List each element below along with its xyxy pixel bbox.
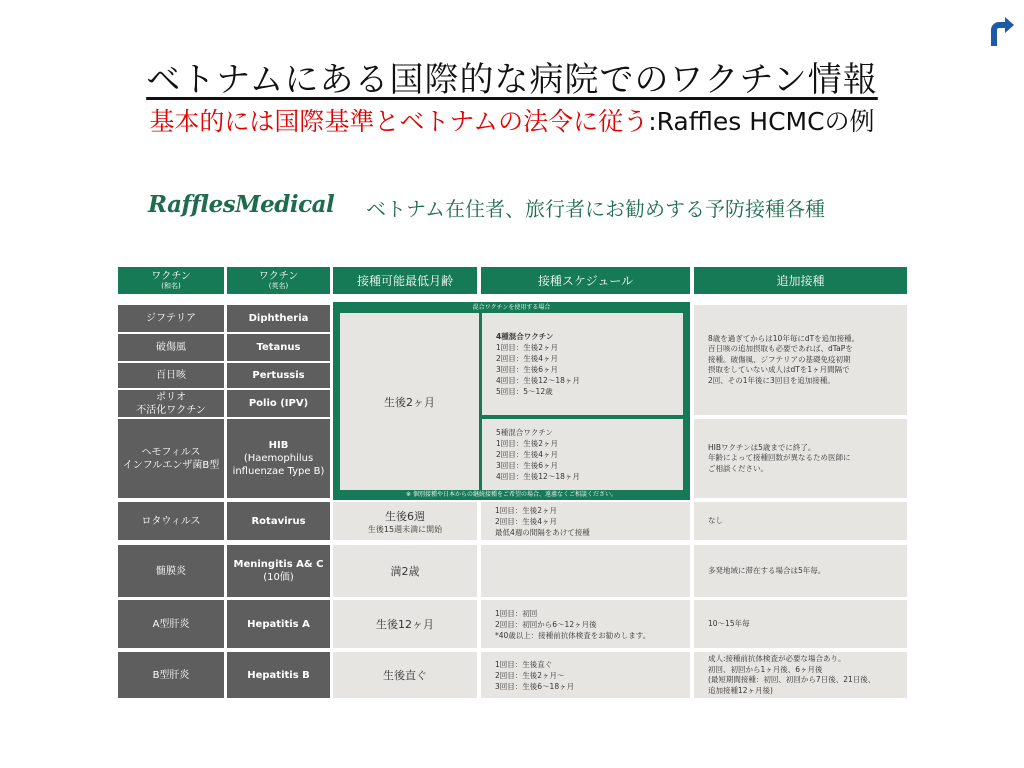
- row-hepb-jp: [118, 652, 224, 698]
- header-schedule-label: 接種スケジュール: [537, 274, 634, 288]
- combo5-schedule: [482, 419, 683, 490]
- hepa-schedule: [481, 600, 690, 648]
- rota-booster-label: なし: [708, 515, 723, 525]
- slide-title: ベトナムにある国際的な病院でのワクチン情報: [146, 60, 878, 100]
- hepb-schedule: [481, 652, 690, 698]
- hepb-min-age: [333, 652, 477, 698]
- rota-line: 最低4週の間隔をあけて接種: [495, 527, 590, 537]
- combo5-line: 1回目：生後2ヶ月: [496, 439, 559, 448]
- rotavirus-jp-label: ロタウィルス: [141, 515, 201, 527]
- hib-en-label-2: (Haemophilus: [243, 453, 314, 464]
- combo5-line: 4回目：生後12〜18ヶ月: [496, 472, 580, 481]
- subtitle-red: 基本的には国際基準とベトナムの法令に従う: [149, 107, 649, 136]
- booster-dtp-line: 2回、その1年後に3回目を追加接種。: [708, 375, 835, 385]
- row-hib-en: [227, 419, 330, 498]
- hepa-line: 1回目：初回: [495, 608, 538, 618]
- mening-booster-label: 多発地域に滞在する場合は5年毎。: [708, 565, 826, 575]
- header-booster-label: 追加接種: [776, 274, 825, 288]
- combo4-line: 5回目：5〜12歳: [496, 387, 553, 396]
- hepb-jp-label: B型肝炎: [152, 669, 190, 681]
- rota-age-label: 生後6週: [385, 509, 425, 523]
- subtitle-black: :Raffles HCMCの例: [648, 107, 875, 136]
- hepa-age-label: 生後12ヶ月: [376, 618, 434, 631]
- booster-hib-line: HIBワクチンは5歳までに終了。: [708, 442, 816, 452]
- header-en-name: [227, 267, 330, 294]
- booster-hib: [694, 419, 907, 498]
- combo-caption: 混合ワクチンを使用する場合: [472, 304, 551, 311]
- hepb-booster-line: 初回、初回から1ヶ月後、6ヶ月後: [708, 664, 823, 674]
- row-meningitis-jp: [118, 545, 224, 597]
- combo-age-label: 生後2ヶ月: [384, 395, 435, 409]
- hepa-jp-label: A型肝炎: [152, 618, 190, 630]
- brand-caption: ベトナム在住者、旅行者にお勧めする予防接種各種: [366, 197, 825, 221]
- hepb-booster: [694, 652, 907, 698]
- meningitis-en-label-1: Meningitis A& C: [233, 559, 324, 570]
- combo5-line: 3回目：生後6ヶ月: [496, 461, 559, 470]
- hib-jp-label-2: インフルエンザ菌B型: [122, 459, 220, 471]
- mening-age-label: 満2歳: [390, 565, 420, 578]
- tetanus-en-label: Tetanus: [256, 342, 301, 353]
- rota-booster: [694, 502, 907, 540]
- hib-en-label-3: influenzae Type B): [232, 466, 325, 477]
- meningitis-en-label-2: (10価): [263, 572, 294, 583]
- hepb-booster-line: (最短期間接種：初回、初回から7日後、21日後、: [708, 675, 876, 684]
- combo4-line: 2回目：生後4ヶ月: [496, 354, 559, 363]
- hepa-booster: [694, 600, 907, 648]
- combo5-line: 2回目：生後4ヶ月: [496, 450, 559, 459]
- slide-subtitle: [0, 102, 1024, 138]
- header-jp-name-main: ワクチン: [151, 270, 191, 282]
- hepb-line: 3回目：生後6〜18ヶ月: [495, 681, 575, 691]
- rota-line: 1回目：生後2ヶ月: [495, 505, 558, 515]
- hib-jp-label-1: ヘモフィルス: [141, 446, 201, 458]
- tetanus-jp-label: 破傷風: [156, 342, 186, 353]
- booster-dtp-line: 摂取をしていない成人はdTを1ヶ月間隔で: [708, 365, 850, 375]
- header-jp-name: [118, 267, 224, 294]
- row-polio-en: [227, 390, 330, 417]
- mening-schedule: [481, 545, 690, 597]
- hepb-booster-line: 成人:接種前抗体検査が必要な場合あり。: [708, 654, 846, 663]
- header-booster: [694, 267, 907, 294]
- booster-dtp: [694, 305, 907, 415]
- hib-en-label-1: HIB: [268, 440, 289, 451]
- row-tetanus-en: [227, 334, 330, 361]
- diphtheria-jp-label: ジフテリア: [146, 313, 196, 324]
- hepb-line: 1回目：生後直ぐ: [495, 659, 553, 669]
- booster-hib-line: ご相談ください。: [708, 463, 768, 473]
- rota-min-age: [333, 502, 477, 540]
- row-rotavirus-jp: [118, 502, 224, 540]
- booster-dtp-line: 8歳を過ぎてからは10年毎にdTを追加接種。: [708, 333, 860, 343]
- row-diphtheria-en: [227, 305, 330, 332]
- hepa-line: *40歳以上：接種前抗体検査をお勧めします。: [495, 630, 651, 640]
- hepa-min-age: [333, 600, 477, 648]
- header-en-name-sub: (英名): [268, 281, 289, 290]
- combo4-line: 4回目：生後12〜18ヶ月: [496, 376, 580, 385]
- rota-age-note: 生後15週未満に開始: [367, 524, 443, 534]
- row-polio-jp: [118, 390, 224, 417]
- rotavirus-en-label: Rotavirus: [251, 515, 306, 527]
- diphtheria-en-label: Diphtheria: [248, 313, 309, 324]
- row-hib-jp: [118, 419, 224, 498]
- combo4-schedule: [482, 313, 683, 415]
- row-hepa-jp: [118, 600, 224, 648]
- header-min-age: [333, 267, 477, 294]
- mening-min-age: [333, 545, 477, 597]
- booster-dtp-line: 百日咳の追加摂取も必要であれば、dTaPを: [708, 344, 853, 354]
- hepb-age-label: 生後直ぐ: [383, 669, 427, 682]
- pertussis-jp-label: 百日咳: [156, 370, 186, 381]
- meningitis-jp-label: 髄膜炎: [156, 565, 186, 577]
- rota-line: 2回目：生後4ヶ月: [495, 516, 558, 526]
- row-diphtheria-jp: [118, 305, 224, 332]
- combo-min-age: [340, 313, 479, 490]
- hepa-booster-label: 10〜15年毎: [708, 618, 750, 628]
- row-pertussis-jp: [118, 363, 224, 388]
- polio-jp-label-2: 不活化ワクチン: [136, 404, 206, 416]
- polio-en-label: Polio (IPV): [248, 398, 309, 409]
- mening-booster: [694, 545, 907, 597]
- header-en-name-main: ワクチン: [258, 270, 299, 282]
- row-pertussis-en: [227, 363, 330, 388]
- booster-hib-line: 年齢によって接種回数が異なるため医師に: [708, 453, 851, 463]
- combo4-line: 1回目：生後2ヶ月: [496, 343, 559, 352]
- header-min-age-label: 接種可能最低月齢: [356, 274, 453, 288]
- combo5-title: 5種混合ワクチン: [496, 428, 553, 437]
- hepa-line: 2回目：初回から6〜12ヶ月後: [495, 619, 597, 629]
- row-rotavirus-en: [227, 502, 330, 540]
- rota-schedule: [481, 502, 690, 540]
- row-meningitis-en: [227, 545, 330, 597]
- hepb-booster-line: 追加接種12ヶ月後): [708, 685, 773, 695]
- return-arrow-icon[interactable]: [984, 16, 1016, 48]
- polio-jp-label-1: ポリオ: [156, 391, 186, 403]
- pertussis-en-label: Pertussis: [252, 370, 305, 381]
- hepb-line: 2回目：生後2ヶ月〜: [495, 670, 565, 680]
- header-schedule: [481, 267, 690, 294]
- combo4-title: 4種混合ワクチン: [496, 332, 554, 341]
- row-hepa-en: [227, 600, 330, 648]
- hepa-en-label: Hepatitis A: [247, 618, 310, 630]
- row-tetanus-jp: [118, 334, 224, 361]
- header-jp-name-sub: (和名): [161, 281, 181, 290]
- row-hepb-en: [227, 652, 330, 698]
- raffles-logo: RafflesMedical: [148, 191, 335, 218]
- combo4-line: 3回目：生後6ヶ月: [496, 365, 559, 374]
- hepb-en-label: Hepatitis B: [247, 669, 310, 681]
- booster-dtp-line: 接種。破傷風、ジフテリアの基礎免疫初期: [708, 354, 851, 364]
- combo-footnote: ※ 個別接種や日本からの継続接種をご希望の場合、遠慮なくご相談ください。: [406, 491, 617, 498]
